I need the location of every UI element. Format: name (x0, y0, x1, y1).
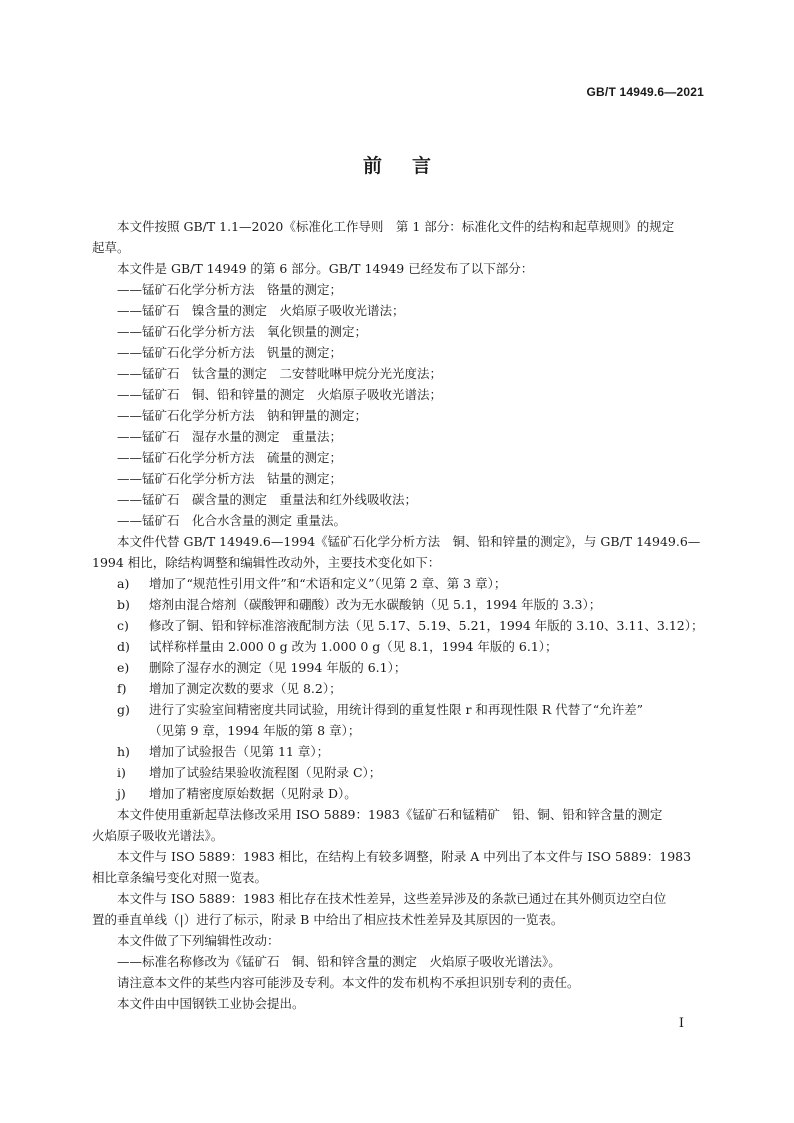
change-item-text: 试样称样量由 2.000 0 g 改为 1.000 0 g（见 8.1，1994 年版的 6.1）； (149, 639, 558, 654)
part-list-item: ——锰矿石 化合水含量的测定 重量法。 (117, 513, 346, 528)
page-number: I (678, 1016, 684, 1031)
change-list-item (117, 678, 707, 699)
part-list-item: ——锰矿石 铜、铅和锌量的测定 火焰原子吸收光谱法； (117, 387, 443, 402)
page-title: 前言 (362, 155, 461, 177)
tail-paragraph-7: 本文件由中国钢铁工业协会提出。 (117, 996, 305, 1011)
tail-paragraph-2 (92, 846, 707, 888)
change-list-item (117, 741, 707, 762)
change-list-item (117, 699, 707, 741)
intro-p1-line1: 本文件按照 GB/T 1.1—2020《标准化工作导则 第 1 部分：标准化文件的结构和起草规则》的规定 (117, 219, 675, 234)
part-list-item: ——锰矿石化学分析方法 钠和钾量的测定； (117, 408, 368, 423)
change-list-item (117, 762, 707, 783)
change-list-item (117, 594, 707, 615)
part-list-item: ——锰矿石 湿存水量的测定 重量法； (117, 429, 343, 444)
tail-paragraph-4: 本文件做了下列编辑性改动： (117, 933, 280, 948)
tail-paragraph-5: ——标准名称修改为《锰矿石 铜、铅和锌含量的测定 火焰原子吸收光谱法》。 (117, 954, 561, 969)
tail-p3-line2: 置的垂直单线（|）进行了标示，附录 B 中给出了相应技术性差异及其原因的一览表。 (92, 912, 564, 927)
tail-p2-line1: 本文件与 ISO 5889：1983 相比，在结构上有较多调整，附录 A 中列出了本文件与 ISO 5889：1983 (117, 849, 692, 864)
change-item-text: 增加了试验报告（见第 11 章）； (149, 744, 330, 759)
replace-line1: 本文件代替 GB/T 14949.6—1994《锰矿石化学分析方法 铜、铅和锌量的测定》，与 GB/T 14949.6— (117, 534, 701, 549)
part-list-item: ——锰矿石化学分析方法 氧化钡量的测定； (117, 324, 368, 339)
change-item-marker: f) (117, 681, 127, 696)
change-item-text: 修改了铜、铅和锌标准溶液配制方法（见 5.17、5.19、5.21，1994 年版的 3.10、3.11、3.12）； (149, 618, 704, 633)
tail-p1-line1: 本文件使用重新起草法修改采用 ISO 5889：1983《锰矿石和锰精矿 铅、铜、铅和锌含量的测定 (117, 807, 663, 822)
change-item-text-continued: （见第 9 章，1994 年版的第 8 章）； (149, 723, 361, 738)
change-item-marker: b) (117, 597, 130, 612)
changes-list (117, 573, 707, 804)
change-item-marker: a) (117, 576, 130, 591)
tail-p1-line2: 火焰原子吸收光谱法》。 (92, 828, 224, 843)
change-item-text: 增加了试验结果验收流程图（见附录 C）； (149, 765, 382, 780)
tail-p3-line1: 本文件与 ISO 5889：1983 相比存在技术性差异，这些差异涉及的条款已通过在其外侧页边空白位 (117, 891, 667, 906)
change-list-item (117, 636, 707, 657)
intro-paragraph-2: 本文件是 GB/T 14949 的第 6 部分。GB/T 14949 已经发布了以下部分： (117, 261, 534, 276)
change-item-text: 增加了“规范性引用文件”和“术语和定义”（见第 2 章、第 3 章）； (149, 576, 507, 591)
parts-list (117, 279, 707, 531)
change-item-marker: h) (117, 744, 130, 759)
change-item-text: 进行了实验室间精密度共同试验，用统计得到的重复性限 r 和再现性限 R 代替了“允许差” (149, 702, 644, 717)
replace-line2: 1994 相比，除结构调整和编辑性改动外，主要技术变化如下： (92, 555, 441, 570)
replace-paragraph (92, 531, 707, 573)
tail-paragraph-1 (92, 804, 707, 846)
part-list-item: ——锰矿石 钛含量的测定 二安替吡啉甲烷分光光度法； (117, 366, 443, 381)
standard-code: GB/T 14949.6—2021 (586, 85, 704, 99)
change-item-marker: g) (117, 702, 130, 717)
part-list-item: ——锰矿石 镍含量的测定 火焰原子吸收光谱法； (117, 303, 405, 318)
change-list-item (117, 657, 707, 678)
change-item-marker: j) (117, 786, 126, 801)
part-list-item: ——锰矿石化学分析方法 硫量的测定； (117, 450, 343, 465)
tail-p2-line2: 相比章条编号变化对照一览表。 (92, 870, 268, 885)
change-item-marker: c) (117, 618, 129, 633)
intro-p1-line2: 起草。 (92, 240, 130, 255)
part-list-item: ——锰矿石化学分析方法 铬量的测定； (117, 282, 343, 297)
foreword-body (92, 216, 707, 1014)
change-item-text: 增加了测定次数的要求（见 8.2）； (149, 681, 342, 696)
change-item-text: 增加了精密度原始数据（见附录 D）。 (149, 786, 357, 801)
intro-paragraph-1 (92, 216, 707, 258)
change-list-item (117, 615, 707, 636)
change-item-text: 删除了湿存水的测定（见 1994 年版的 6.1）； (149, 660, 407, 675)
change-item-marker: i) (117, 765, 126, 780)
tail-paragraph-3 (92, 888, 707, 930)
tail-paragraph-6: 请注意本文件的某些内容可能涉及专利。本文件的发布机构不承担识别专利的责任。 (117, 975, 580, 990)
change-item-text: 熔剂由混合熔剂（碳酸钾和硼酸）改为无水碳酸钠（见 5.1，1994 年版的 3.3）； (149, 597, 602, 612)
change-item-marker: d) (117, 639, 130, 654)
change-item-marker: e) (117, 660, 130, 675)
change-list-item (117, 783, 707, 804)
part-list-item: ——锰矿石化学分析方法 钒量的测定； (117, 345, 343, 360)
part-list-item: ——锰矿石 碳含量的测定 重量法和红外线吸收法； (117, 492, 418, 507)
change-list-item (117, 573, 707, 594)
part-list-item: ——锰矿石化学分析方法 钴量的测定； (117, 471, 343, 486)
